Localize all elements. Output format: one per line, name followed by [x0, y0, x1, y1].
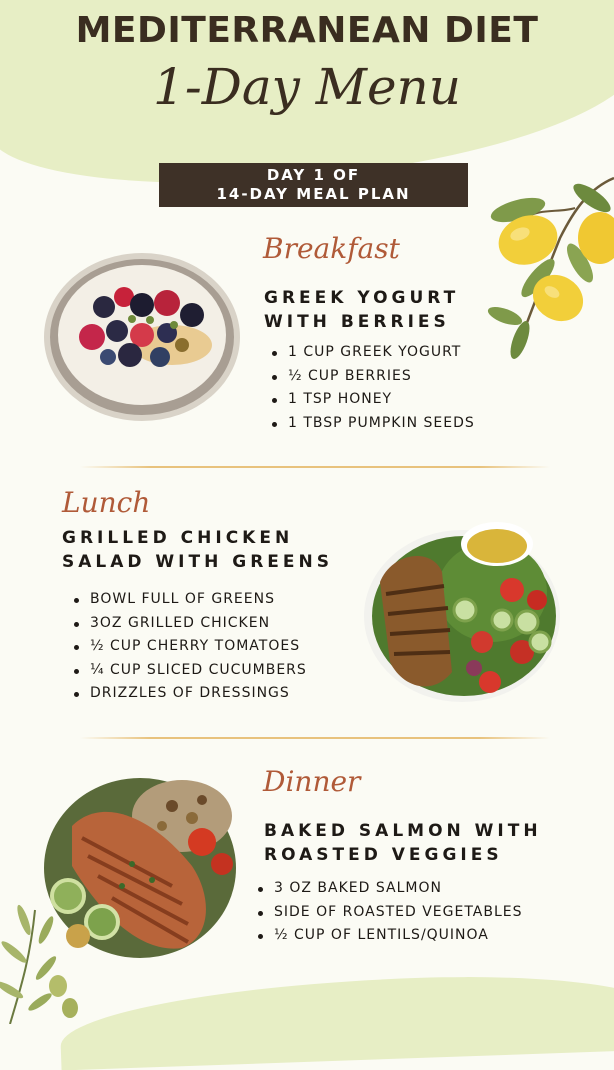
breakfast-ingredient-list	[268, 341, 475, 435]
lemon-branch-illustration	[480, 168, 614, 368]
dinner-dish-title	[264, 819, 542, 867]
bottom-brush-stroke	[59, 970, 614, 1070]
list-item: 3 OZ BAKED SALMON	[254, 877, 523, 901]
section-divider	[80, 466, 550, 468]
list-item: DRIZZLES OF DRESSINGS	[70, 682, 307, 706]
list-item: 1 CUP GREEK YOGURT	[268, 341, 475, 365]
dinner-heading: Dinner	[263, 765, 361, 798]
list-item: 1 TBSP PUMPKIN SEEDS	[268, 412, 475, 436]
list-item: ¼ CUP SLICED CUCUMBERS	[70, 659, 307, 683]
banner-line-1: DAY 1 OF	[266, 166, 361, 184]
dish-title-line-1: BAKED SALMON WITH	[264, 821, 542, 841]
list-item: ½ CUP BERRIES	[268, 365, 475, 389]
dish-title-line-2: SALAD WITH GREENS	[62, 552, 333, 572]
list-item: ½ CUP OF LENTILS/QUINOA	[254, 924, 523, 948]
breakfast-heading: Breakfast	[263, 232, 400, 265]
dish-title-line-2: WITH BERRIES	[264, 312, 450, 332]
section-divider	[80, 737, 550, 739]
lunch-heading: Lunch	[62, 486, 151, 519]
list-item: SIDE OF ROASTED VEGETABLES	[254, 901, 523, 925]
page-title: MEDITERRANEAN DIET	[75, 10, 539, 51]
list-item: ½ CUP CHERRY TOMATOES	[70, 635, 307, 659]
dish-title-line-1: GRILLED CHICKEN	[62, 528, 294, 548]
greek-yogurt-bowl-image	[42, 245, 242, 425]
grilled-chicken-salad-image	[362, 522, 562, 704]
breakfast-dish-title	[264, 286, 459, 334]
dish-title-line-1: GREEK YOGURT	[264, 288, 460, 308]
lunch-ingredient-list	[70, 588, 307, 706]
dish-title-line-2: ROASTED VEGGIES	[264, 845, 503, 865]
dinner-ingredient-list	[254, 877, 523, 948]
baked-salmon-image	[42, 776, 238, 960]
banner-line-2: 14-DAY MEAL PLAN	[216, 185, 411, 203]
list-item: 1 TSP HONEY	[268, 388, 475, 412]
list-item: 3OZ GRILLED CHICKEN	[70, 612, 307, 636]
page-subtitle: 1-Day Menu	[153, 58, 461, 116]
day-banner	[159, 163, 468, 207]
list-item: BOWL FULL OF GREENS	[70, 588, 307, 612]
lunch-dish-title	[62, 526, 333, 574]
